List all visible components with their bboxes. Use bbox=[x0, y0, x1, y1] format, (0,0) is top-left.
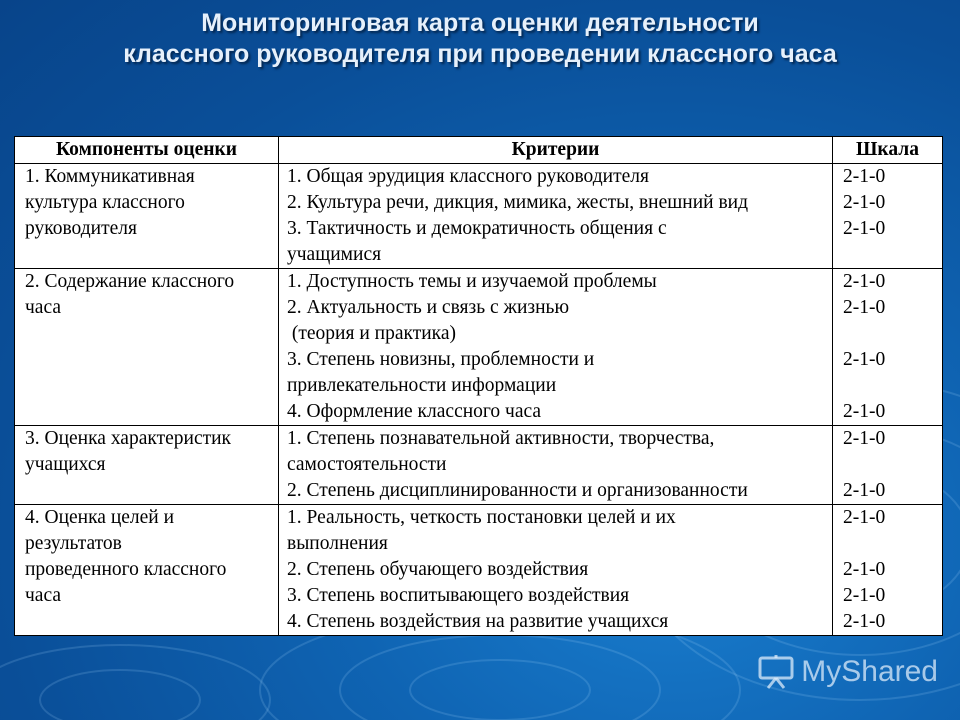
scale-value: 2-1-0 bbox=[843, 349, 886, 370]
scale-cell bbox=[833, 505, 943, 636]
criteria-cell bbox=[279, 269, 833, 426]
scale-cell bbox=[833, 164, 943, 269]
criterion-text: учащимися bbox=[287, 244, 382, 265]
header-criteria: Критерии bbox=[279, 137, 833, 164]
table-row bbox=[15, 269, 943, 426]
scale-value: 2-1-0 bbox=[843, 192, 886, 213]
component-text: культура классного bbox=[25, 192, 185, 213]
page-title bbox=[0, 8, 960, 70]
title-line-1: Мониторинговая карта оценки деятельности bbox=[201, 9, 759, 37]
criterion-text: 1. Реальность, четкость постановки целей и их bbox=[287, 507, 676, 528]
scale-gap bbox=[843, 531, 936, 557]
scale-value: 2-1-0 bbox=[843, 585, 886, 606]
criterion-text: 2. Степень дисциплинированности и организованности bbox=[287, 480, 748, 501]
criterion-text: 3. Степень воспитывающего воздействия bbox=[287, 585, 630, 606]
title-line-2: классного руководителя при проведении классного часа bbox=[123, 40, 837, 68]
component-text: учащихся bbox=[25, 454, 106, 475]
scale-value: 2-1-0 bbox=[843, 507, 886, 528]
criterion-text: 3. Тактичность и демократичность общения с bbox=[287, 218, 667, 239]
scale-value: 2-1-0 bbox=[843, 480, 886, 501]
criterion-text: самостоятельности bbox=[287, 454, 447, 475]
criterion-text: 2. Степень обучающего воздействия bbox=[287, 559, 589, 580]
component-text: 3. Оценка характеристик bbox=[25, 428, 232, 449]
scale-value: 2-1-0 bbox=[843, 428, 886, 449]
criterion-text: 1. Степень познавательной активности, творчества, bbox=[287, 428, 715, 449]
criterion-text: 4. Степень воздействия на развитие учащихся bbox=[287, 611, 669, 632]
scale-value: 2-1-0 bbox=[843, 611, 886, 632]
table-row bbox=[15, 164, 943, 269]
component-text: 4. Оценка целей и bbox=[25, 507, 175, 528]
criteria-cell bbox=[279, 164, 833, 269]
table-header-row bbox=[15, 137, 943, 164]
component-text: часа bbox=[25, 585, 62, 606]
scale-value: 2-1-0 bbox=[843, 401, 886, 422]
criterion-text: (теория и практика) bbox=[287, 323, 456, 344]
criterion-text: 3. Степень новизны, проблемности и bbox=[287, 349, 595, 370]
scale-cell bbox=[833, 269, 943, 426]
criterion-text: выполнения bbox=[287, 533, 388, 554]
component-cell bbox=[15, 505, 279, 636]
criteria-cell bbox=[279, 505, 833, 636]
watermark bbox=[757, 654, 938, 690]
scale-value: 2-1-0 bbox=[843, 166, 886, 187]
header-scale: Шкала bbox=[833, 137, 943, 164]
criterion-text: 2. Актуальность и связь с жизнью bbox=[287, 297, 570, 318]
scale-value: 2-1-0 bbox=[843, 559, 886, 580]
presentation-board-icon bbox=[757, 654, 795, 690]
component-cell bbox=[15, 164, 279, 269]
component-text: руководителя bbox=[25, 218, 137, 239]
watermark-text: MyShared bbox=[801, 655, 938, 688]
criterion-text: 4. Оформление классного часа bbox=[287, 401, 542, 422]
criterion-text: 2. Культура речи, дикция, мимика, жесты, внешний вид bbox=[287, 192, 749, 213]
scale-value: 2-1-0 bbox=[843, 218, 886, 239]
component-text: 1. Коммуникативная bbox=[25, 166, 195, 187]
scale-gap bbox=[843, 373, 936, 399]
component-text: часа bbox=[25, 297, 62, 318]
criterion-text: 1. Общая эрудиция классного руководителя bbox=[287, 166, 649, 187]
scale-cell bbox=[833, 426, 943, 505]
criterion-text: привлекательности информации bbox=[287, 375, 557, 396]
component-text: результатов bbox=[25, 533, 122, 554]
component-cell bbox=[15, 269, 279, 426]
header-components: Компоненты оценки bbox=[15, 137, 279, 164]
monitoring-table bbox=[14, 136, 943, 636]
criterion-text: 1. Доступность темы и изучаемой проблемы bbox=[287, 271, 657, 292]
component-text: проведенного классного bbox=[25, 559, 227, 580]
scale-gap bbox=[843, 452, 936, 478]
table-row bbox=[15, 426, 943, 505]
scale-value: 2-1-0 bbox=[843, 271, 886, 292]
scale-gap bbox=[843, 321, 936, 347]
table-row bbox=[15, 505, 943, 636]
criteria-cell bbox=[279, 426, 833, 505]
scale-value: 2-1-0 bbox=[843, 297, 886, 318]
component-cell bbox=[15, 426, 279, 505]
component-text: 2. Содержание классного bbox=[25, 271, 235, 292]
